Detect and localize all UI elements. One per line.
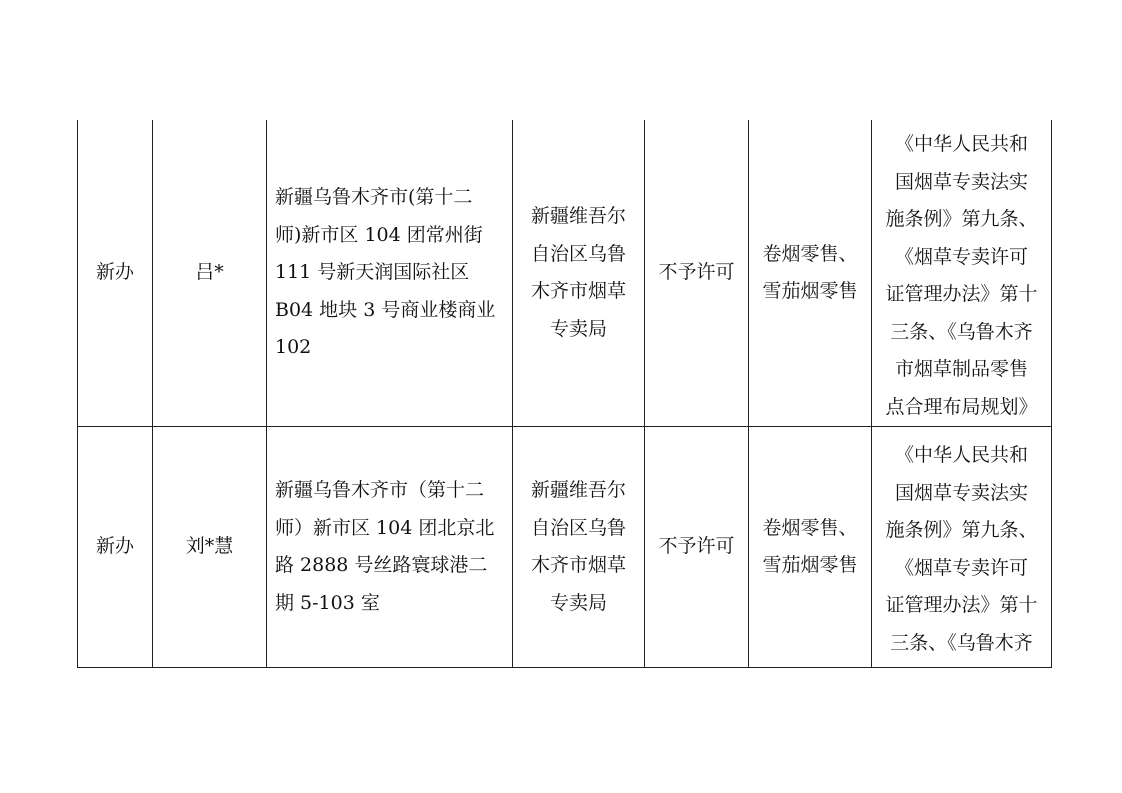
authority-line: 专卖局 (549, 591, 607, 614)
application-type-cell (78, 427, 153, 668)
address-line: 师)新市区 104 团常州街 (275, 223, 483, 246)
authority-cell (513, 427, 645, 668)
legal-basis-line: 《烟草专卖许可 (894, 245, 1028, 268)
decision-cell (645, 120, 749, 427)
legal-basis-line: 国烟草专卖法实 (894, 481, 1028, 504)
table-row (78, 120, 1052, 427)
address-line: 期 5-103 室 (275, 591, 380, 614)
applicant-name: 吕* (195, 261, 224, 284)
authority-line: 木齐市烟草 (530, 554, 626, 576)
legal-basis-line: 市烟草制品零售 (894, 358, 1028, 380)
legal-basis-line: 施条例》第九条、 (885, 519, 1038, 541)
legal-basis-cell (872, 427, 1052, 668)
address-line: 111 号新天润国际社区 (275, 261, 470, 284)
address-line: 新疆乌鲁木齐市（第十二 (275, 479, 485, 501)
scope-line: 卷烟零售、 (762, 516, 858, 539)
authority-cell (513, 120, 645, 427)
address-line: B04 地块 3 号商业楼商业 (275, 298, 496, 321)
authority-line: 新疆维吾尔 (530, 479, 626, 501)
application-type: 新办 (95, 535, 134, 558)
authority-line: 新疆维吾尔 (530, 205, 626, 227)
applicant-name-cell (153, 427, 267, 668)
decision-cell (645, 427, 749, 668)
authority-line: 木齐市烟草 (530, 280, 626, 302)
legal-basis-line: 施条例》第九条、 (885, 208, 1038, 230)
application-type: 新办 (95, 261, 134, 284)
address-cell (267, 427, 513, 668)
legal-basis-line: 三条、《乌鲁木齐 (890, 631, 1033, 654)
legal-basis-line: 《烟草专卖许可 (894, 556, 1028, 579)
legal-basis-line: 《中华人民共和 (894, 133, 1028, 155)
applicant-name-cell (153, 120, 267, 427)
permit-decision-table (77, 120, 1052, 668)
applicant-name: 刘*慧 (185, 535, 234, 558)
scope-line: 卷烟零售、 (762, 242, 858, 265)
decision: 不予许可 (658, 261, 735, 284)
address-line: 102 (275, 336, 312, 359)
scope-cell (749, 427, 872, 668)
table-row (78, 427, 1052, 668)
authority-line: 自治区乌鲁 (530, 516, 626, 539)
legal-basis-line: 《中华人民共和 (894, 444, 1028, 466)
legal-basis-line: 证管理办法》第十 (885, 594, 1038, 616)
scope-line: 雪茄烟零售 (762, 280, 858, 302)
scope-line: 雪茄烟零售 (762, 554, 858, 576)
legal-basis-line: 三条、《乌鲁木齐 (890, 320, 1033, 343)
scope-cell (749, 120, 872, 427)
address-cell (267, 120, 513, 427)
address-line: 师）新市区 104 团北京北 (275, 516, 495, 539)
legal-basis-cell (872, 120, 1052, 427)
address-line: 路 2888 号丝路寰球港二 (275, 554, 488, 576)
legal-basis-line: 点合理布局规划》 (885, 395, 1038, 418)
authority-line: 专卖局 (549, 317, 607, 340)
application-type-cell (78, 120, 153, 427)
address-line: 新疆乌鲁木齐市(第十二 (275, 186, 473, 209)
legal-basis-line: 证管理办法》第十 (885, 283, 1038, 305)
authority-line: 自治区乌鲁 (530, 242, 626, 265)
decision: 不予许可 (658, 535, 735, 558)
legal-basis-line: 国烟草专卖法实 (894, 170, 1028, 193)
